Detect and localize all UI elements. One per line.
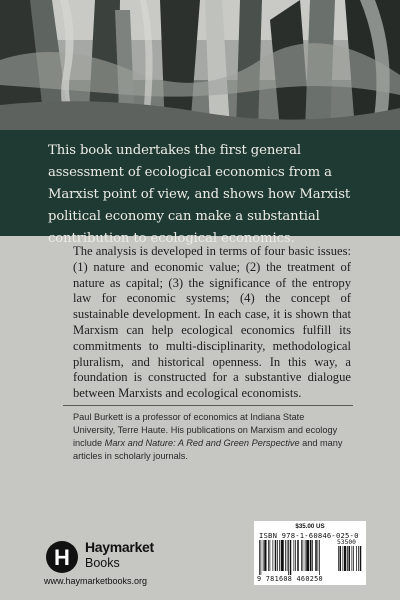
forest-painting xyxy=(0,0,400,130)
author-bio-text-end: and many articles in scholarly journals. xyxy=(73,438,343,461)
publisher-logo xyxy=(46,538,196,574)
publisher-books: Books xyxy=(85,556,120,570)
barcode-digits: 9 781608 460250 xyxy=(257,575,323,583)
summary-band xyxy=(0,130,400,246)
logo-letter: H xyxy=(54,545,70,570)
summary-text: This book undertakes the first general assessment of ecological economics from a Marxist point of view, and shows how Marxist political economy can make a substantial contribution to ecological economics. xyxy=(48,143,351,246)
isbn-label: ISBN 978-1-60846-025-0 xyxy=(259,531,359,540)
isbn-barcode xyxy=(259,540,335,575)
barcode-addon-digits: 53500 xyxy=(337,539,356,546)
publisher-name: Haymarket xyxy=(85,539,154,555)
addon-barcode xyxy=(338,546,362,575)
author-book-title: Marx and Nature: A Red and Green Perspective xyxy=(104,438,300,448)
price-label: $35.00 US xyxy=(295,523,325,530)
divider-line xyxy=(63,405,353,406)
forest-painting-image xyxy=(0,0,400,130)
publisher-url: www.haymarketbooks.org xyxy=(44,576,148,586)
author-bio xyxy=(73,411,343,463)
author-bio-text: Paul Burkett is a professor of economics at Indiana State University, Terre Haute. His publications on Marxism and ecology include xyxy=(73,412,338,448)
barcode-box xyxy=(254,521,366,585)
description-text: The analysis is developed in terms of four basic issues: (1) nature and economic value; (2) the treatment of nature as capital; (3) the significance of the entropy law for economic systems; (4) the concept of sustainable development. In each case, it is shown that Marxism can help ecological economics fulfill its commitments to multi-disciplinarity, methodological pluralism, and historical openness. In this way, a foundation is constructed for a substantive dialogue between Marxists and ecological economists. xyxy=(73,244,351,401)
haymarket-logo-icon xyxy=(46,538,80,574)
